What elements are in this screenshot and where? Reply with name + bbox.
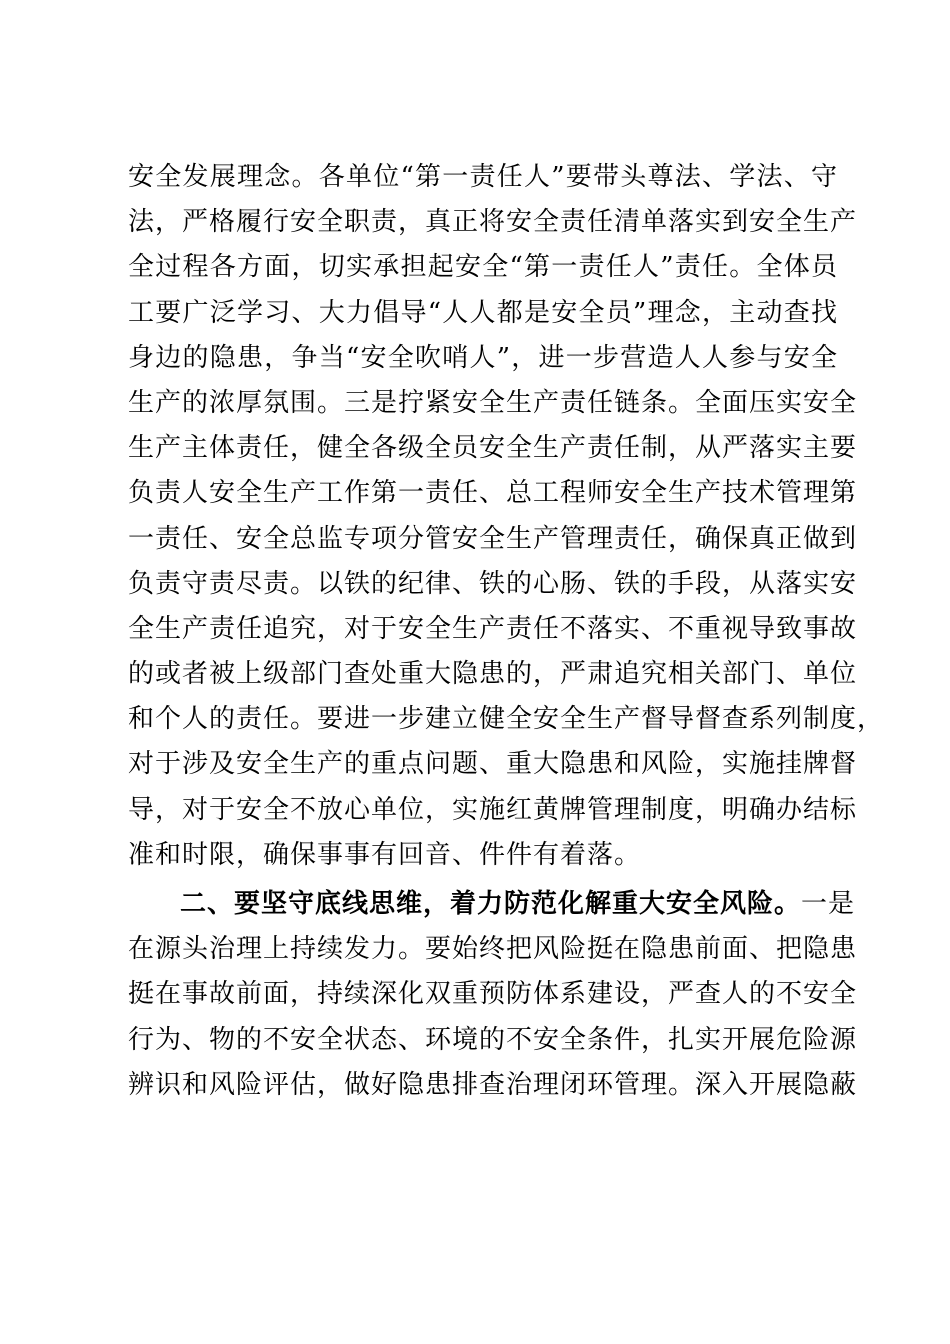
text-line: 安全发展理念。各单位“第一责任人”要带头尊法、学法、守 bbox=[128, 162, 838, 192]
text-line: 负责人安全生产工作第一责任、总工程师安全生产技术管理第 bbox=[128, 478, 858, 509]
text-line: 工要广泛学习、大力倡导“人人都是安全员”理念，主动查找 bbox=[128, 297, 838, 328]
paragraph-2-first-line bbox=[128, 882, 856, 927]
heading-continuation: 一是 bbox=[801, 889, 856, 919]
text-line: 和个人的责任。要进一步建立健全安全生产督导督查系列制度， bbox=[128, 704, 885, 735]
text-line: 生产主体责任，健全各级全员安全生产责任制，从严落实主要 bbox=[128, 433, 858, 464]
text-line: 挺在事故前面，持续深化双重预防体系建设，严查人的不安全 bbox=[128, 979, 858, 1010]
text-line: 全过程各方面，切实承担起安全“第一责任人”责任。全体员 bbox=[128, 252, 838, 283]
text-line: 准和时限，确保事事有回音、件件有着落。 bbox=[128, 839, 642, 870]
text-line: 辨识和风险评估，做好隐患排查治理闭环管理。深入开展隐蔽 bbox=[128, 1069, 858, 1100]
text-line: 身边的隐患，争当“安全吹哨人”，进一步营造人人参与安全 bbox=[128, 342, 838, 373]
text-line: 全生产责任追究，对于安全生产责任不落实、不重视导致事故 bbox=[128, 613, 858, 644]
paragraph-2 bbox=[128, 882, 858, 1108]
text-line: 行为、物的不安全状态、环境的不安全条件，扎实开展危险源 bbox=[128, 1024, 858, 1055]
text-line: 在源头治理上持续发力。要始终把风险挺在隐患前面、把隐患 bbox=[128, 934, 858, 965]
text-line: 对于涉及安全生产的重点问题、重大隐患和风险，实施挂牌督 bbox=[128, 749, 858, 780]
text-line: 一责任、安全总监专项分管安全生产管理责任，确保真正做到 bbox=[128, 523, 858, 554]
text-line: 法，严格履行安全职责，真正将安全责任清单落实到安全生产 bbox=[128, 207, 858, 238]
paragraph-1 bbox=[128, 155, 885, 878]
text-line: 导，对于安全不放心单位，实施红黄牌管理制度，明确办结标 bbox=[128, 794, 858, 825]
text-line: 生产的浓厚氛围。三是拧紧安全生产责任链条。全面压实安全 bbox=[128, 387, 858, 418]
text-line: 的或者被上级部门查处重大隐患的，严肃追究相关部门、单位 bbox=[128, 659, 858, 690]
text-line: 负责守责尽责。以铁的纪律、铁的心肠、铁的手段，从落实安 bbox=[128, 568, 858, 599]
document-body bbox=[128, 155, 885, 1108]
section-heading: 二、要坚守底线思维，着力防范化解重大安全风险。 bbox=[180, 889, 802, 919]
